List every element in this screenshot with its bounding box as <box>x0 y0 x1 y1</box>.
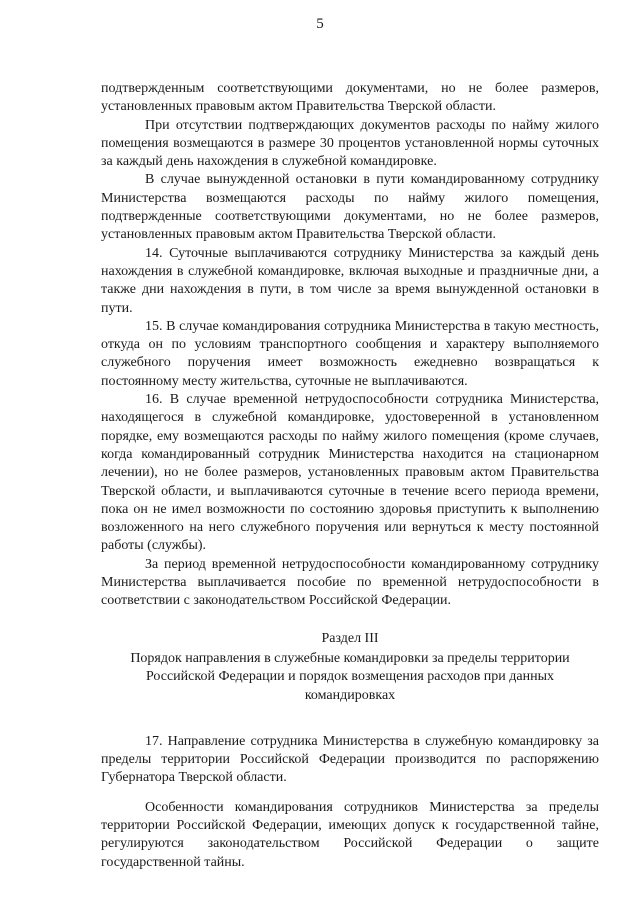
paragraph-no-documents: При отсутствии подтверждающих документов расходы по найму жилого помещения возмещаются в размере 30 процентов установленной нормы суточных за каждый день нахождения в служебной командировке. <box>101 117 599 170</box>
page-number: 5 <box>316 16 324 32</box>
paragraph-16: 16. В случае временной нетрудоспособности сотрудника Министерства, находящегося в служебной командировке, удостоверенной в установленном порядке, ему возмещаются расходы по найму жилого помещения (кроме случаев, когда командированный сотрудник Министерства находится на стационарном лечении), но не более размеров, установленных правовым актом Правительства Тверской области, и выплачиваются суточные в течение всего периода времени, пока он не имел возможности по состоянию здоровья приступить к выполнению возложенного на него служебного поручения или вернуться к месту постоянной работы (службы). <box>101 392 599 554</box>
paragraph-disability-benefit: За период временной нетрудоспособности командированному сотруднику Министерства выплачивается пособие по временной нетрудоспособности в соответствии с законодательством Российской Федерации. <box>101 556 599 609</box>
section-header <box>101 630 599 705</box>
document-body <box>101 80 599 872</box>
paragraph-continuation: подтвержденным соответствующими документами, но не более размеров, установленных правовым актом Правительства Тверской области. <box>101 81 599 115</box>
section-title: Порядок направления в служебные командировки за пределы территории Российской Федерации и порядок возмещения расходов при данных командировках <box>130 650 570 703</box>
paragraph-state-secret: Особенности командирования сотрудников Министерства за пределы территории Российской Федерации, имеющих допуск к государственной тайне, регулируются законодательством Российской Федерации о защите государственной тайны. <box>101 799 599 870</box>
section-body <box>101 733 599 872</box>
paragraph-14: 14. Суточные выплачиваются сотруднику Министерства за каждый день нахождения в служебной командировке, включая выходные и праздничные дни, а также дни нахождения в пути, в том числе за время вынужденной остановки в пути. <box>101 245 599 316</box>
paragraph-17: 17. Направление сотрудника Министерства в служебную командировку за пределы территории Российской Федерации производится по распоряжению Губернатора Тверской области. <box>101 733 599 786</box>
paragraph-15: 15. В случае командирования сотрудника Министерства в такую местность, откуда он по условиям транспортного сообщения и характеру выполняемого служебного поручения имеет возможность ежедневно возвращаться к постоянному месту жительства, суточные не выплачиваются. <box>101 318 599 389</box>
paragraph-forced-stop: В случае вынужденной остановки в пути командированному сотруднику Министерства возмещаются расходы по найму жилого помещения, подтвержденные соответствующими документами, но не более размеров, установленных правовым актом Правительства Тверской области. <box>101 172 599 243</box>
section-heading: Раздел III <box>321 630 379 646</box>
